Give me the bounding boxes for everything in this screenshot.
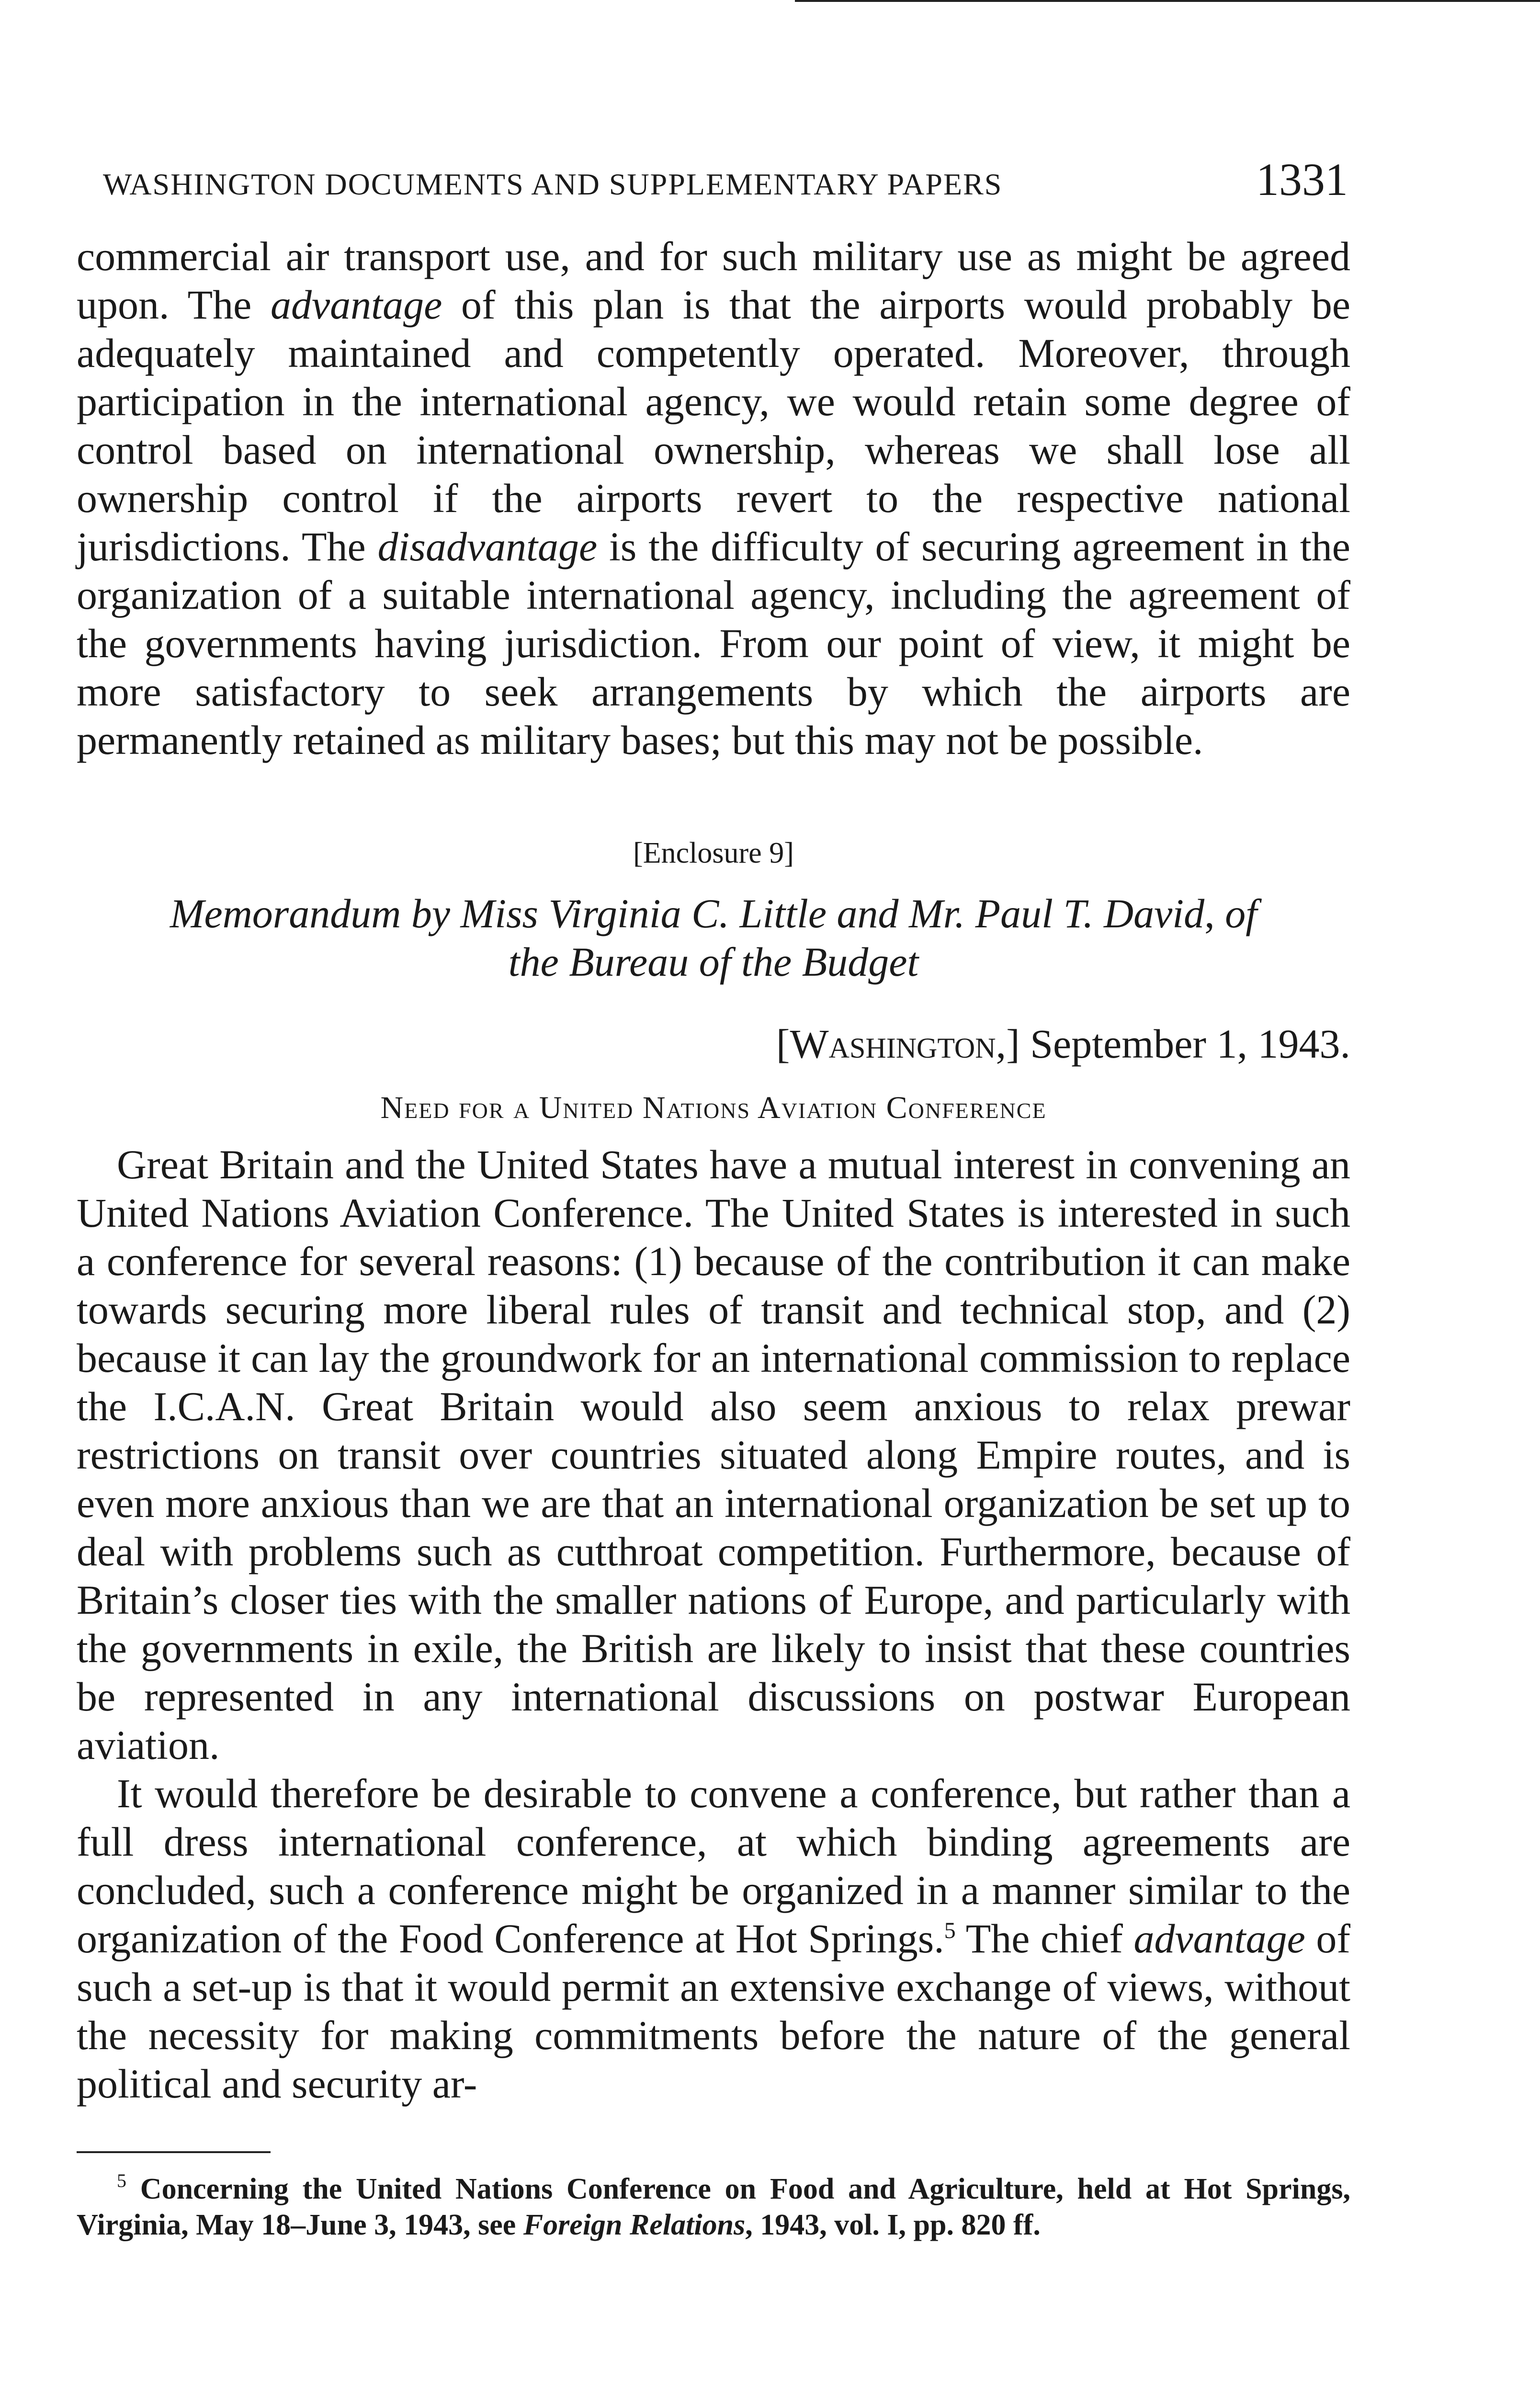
footnote-mark: 5 xyxy=(117,2170,126,2191)
footnote-divider xyxy=(77,2151,271,2153)
emphasis-disadvantage: disadvantage xyxy=(377,524,598,570)
enclosure-label: [Enclosure 9] xyxy=(633,837,794,869)
footnote: $^5$ Concerning the United Nations Conference on Food and Agriculture, held at Hot Springs, Virginia, May 18–June 3, 1943, see Foreign Relations, 1943, vol. I, pp. 820 ff. xyxy=(77,2170,1350,2241)
section-heading: Need for a United Nations Aviation Conference xyxy=(380,1090,1047,1125)
running-head: WASHINGTON DOCUMENTS AND SUPPLEMENTARY PAPERS xyxy=(103,167,1003,201)
emphasis-advantage: advantage xyxy=(271,282,442,328)
footnote-source-title: Foreign Relations xyxy=(523,2209,746,2241)
emphasis-advantage: advantage xyxy=(1133,1916,1305,1962)
page-body xyxy=(77,232,1350,2243)
memo-title: Memorandum by Miss Virginia C. Little and Mr. Paul T. David, of the Bureau of the Budget xyxy=(170,890,1257,985)
paragraph: It would therefore be desirable to convene a conference, but rather than a full dress international conference, at which binding agreements are concluded, such a conference might be organized in a manner similar to the organization of the Food Conference at Hot Springs.$^5$ The chief advantage of such a set-up is that it would permit an extensive exchange of views, without the necessity for making commitments before the nature of the general political and security ar- xyxy=(77,1770,1350,2107)
top-rule xyxy=(795,0,1540,2)
dateline: [Washington,] September 1, 1943. xyxy=(776,1021,1350,1067)
paragraph: Great Britain and the United States have a mutual interest in convening an United Nations Aviation Conference. The United States is interested in such a conference for several reasons: (1) because of the contribution it can make towards securing more liberal rules of transit and technical stop, and (2) because it can lay the groundwork for an international commission to replace the I.C.A.N. Great Britain would also seem anxious to relax prewar restrictions on transit over countries situated along Empire routes, and is even more anxious than we are that an international organization be set up to deal with problems such as cutthroat competition. Furthermore, because of Britain’s closer ties with the smaller nations of Europe, and particularly with the governments in exile, the British are likely to insist that these countries be represented in any international discussions on postwar European aviation. xyxy=(77,1141,1350,1768)
continuation-paragraph: commercial air transport use, and for such military use as might be agreed upon. The advantage of this plan is that the airports would probably be adequately maintained and competently operated. Moreover, through participation in the international agency, we would retain some degree of control based on international ownership, whereas we shall lose all ownership control if the airports revert to the respective national jurisdictions. The disadvantage is the difficulty of securing agreement in the organization of a suitable international agency, including the agreement of the governments having jurisdiction. From our point of view, it might be more satisfactory to seek arrangements by which the airports are permanently retained as military bases; but this may not be possible. xyxy=(77,233,1350,763)
footnote-reference: 5 xyxy=(944,1918,956,1943)
page-header xyxy=(103,148,1348,206)
dateline-place: Washington xyxy=(790,1021,996,1067)
page-number: 1331 xyxy=(1256,154,1348,205)
